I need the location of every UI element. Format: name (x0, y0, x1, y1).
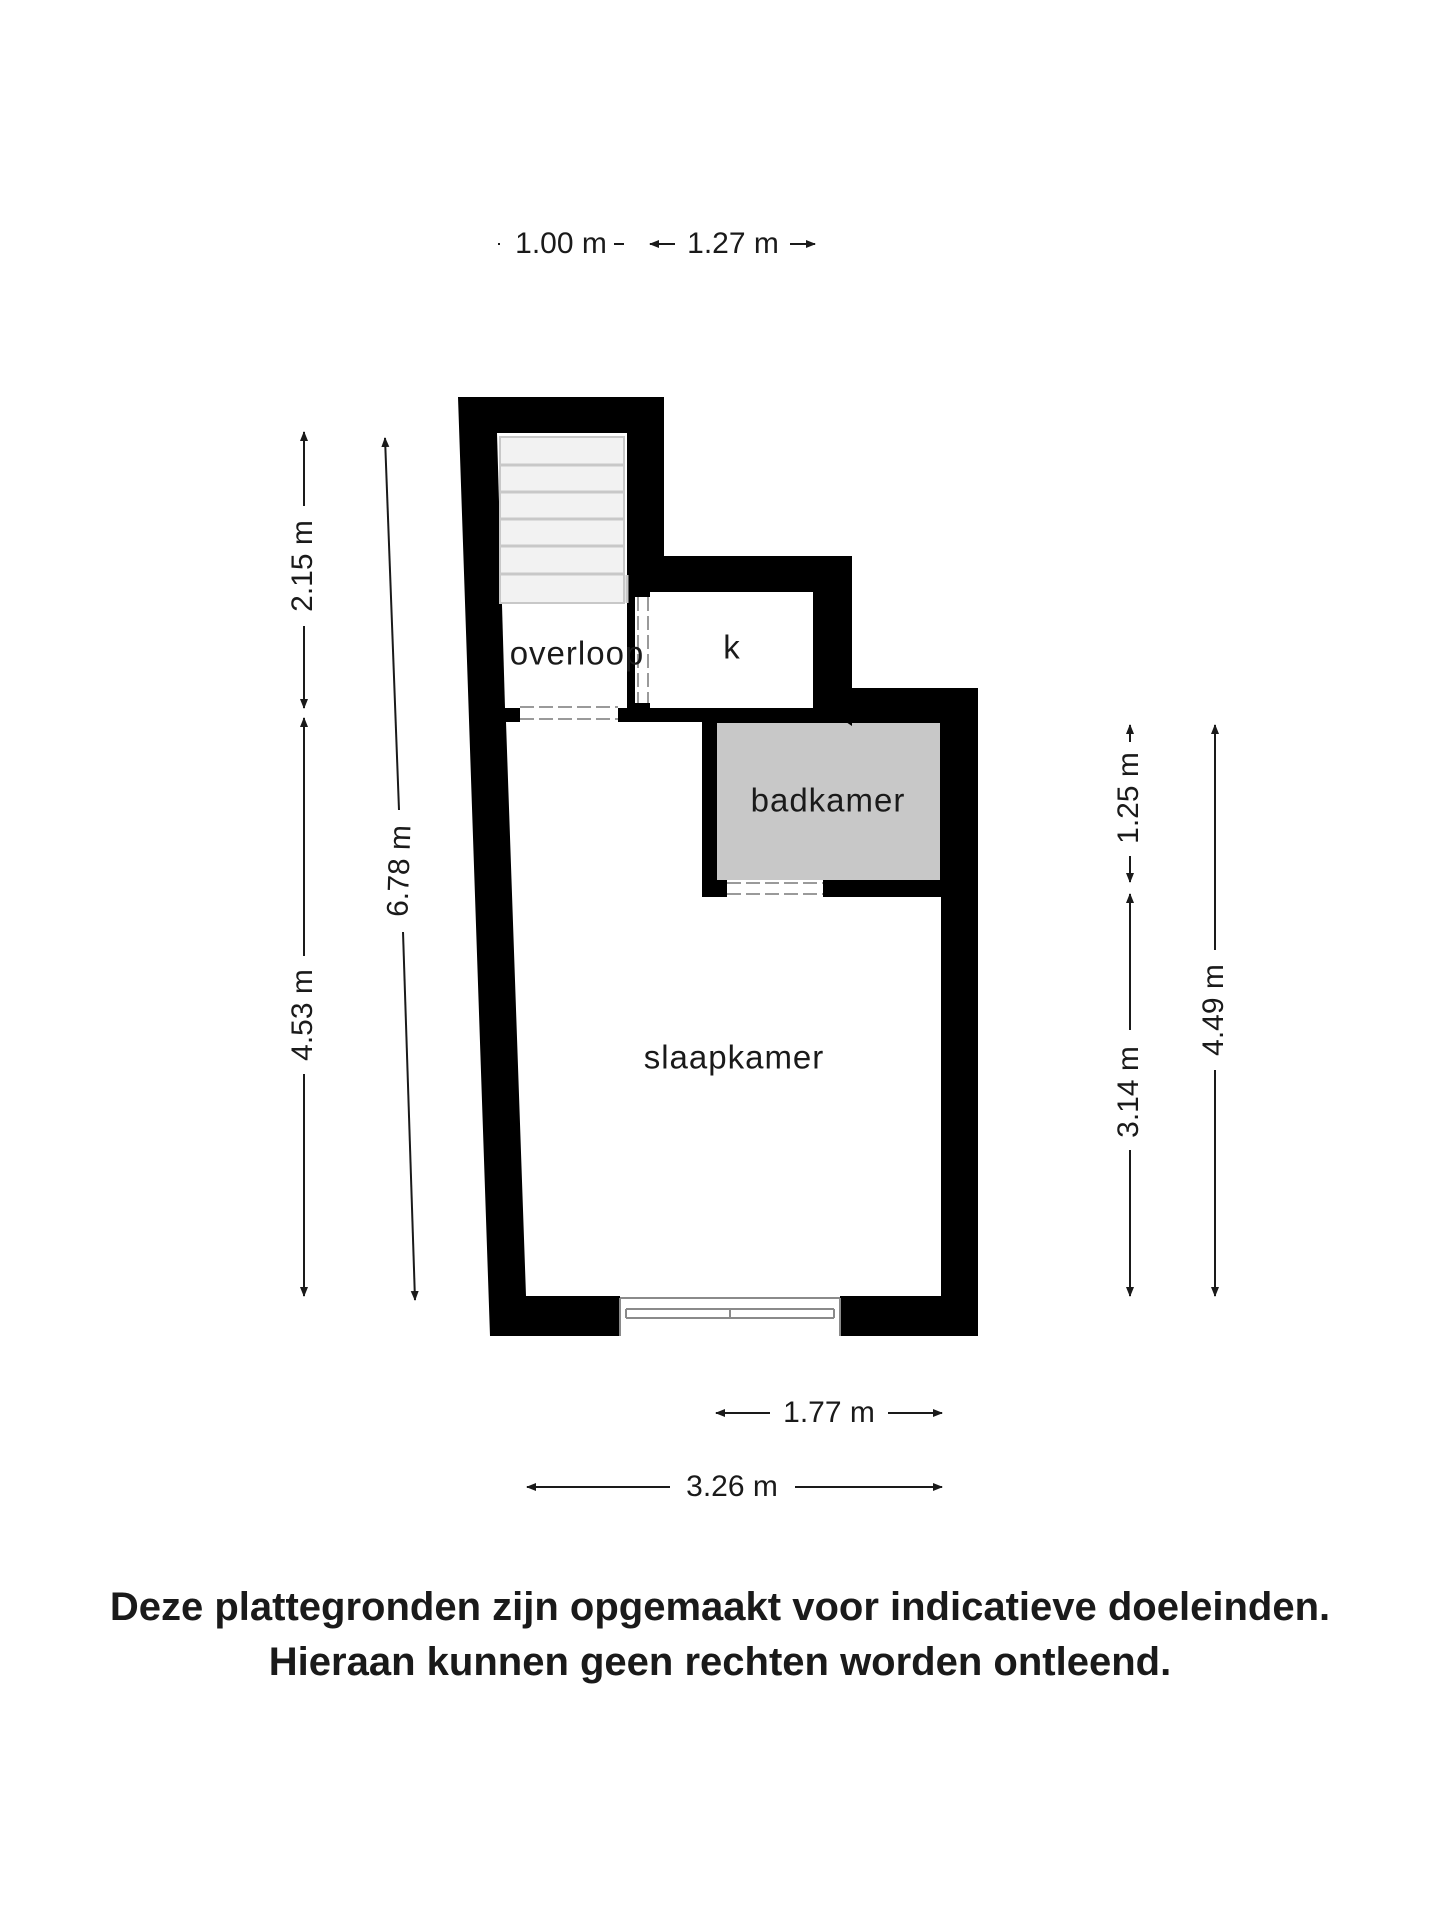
room-label-slaapkamer: slaapkamer (643, 1038, 825, 1076)
dimension-bottom-total (527, 1470, 942, 1503)
dimension-label: 6.78 m (381, 824, 418, 918)
dimension-left-upper (286, 432, 319, 708)
dimension-label: 2.15 m (285, 520, 319, 612)
disclaimer-line-2: Hieraan kunnen geen rechten worden ontleend. (268, 1640, 1172, 1684)
room-label-k: k (723, 628, 741, 666)
disclaimer-line-1: Deze plattegronden zijn opgemaakt voor indicatieve doeleinden. (109, 1585, 1331, 1629)
door-overloop-bedroom (520, 704, 618, 722)
dimension-top-right (650, 227, 815, 260)
dimension-right-total (1197, 725, 1230, 1296)
room-label-badkamer: badkamer (750, 781, 906, 819)
staircase (500, 437, 627, 603)
window-bedroom (620, 1296, 840, 1336)
dimension-label: 4.49 m (1196, 964, 1230, 1056)
dimension-right-lower (1112, 894, 1145, 1296)
dimension-top-left (498, 227, 624, 260)
dimension-label: 1.25 m (1111, 752, 1145, 844)
door-bathroom (727, 880, 823, 897)
dimension-left-diagonal (381, 438, 417, 1300)
dimension-bottom-window (716, 1396, 942, 1429)
dimension-left-lower (286, 718, 319, 1296)
dimension-label: 1.77 m (783, 1395, 875, 1429)
dimension-right-upper (1112, 725, 1145, 882)
dimension-label: 3.26 m (686, 1469, 778, 1503)
room-label-overloop: overloop (509, 634, 645, 672)
dimension-label: 4.53 m (285, 969, 319, 1061)
dimension-label: 3.14 m (1111, 1046, 1145, 1138)
dimension-label: 1.27 m (687, 226, 779, 260)
dimension-label: 1.00 m (515, 226, 607, 260)
